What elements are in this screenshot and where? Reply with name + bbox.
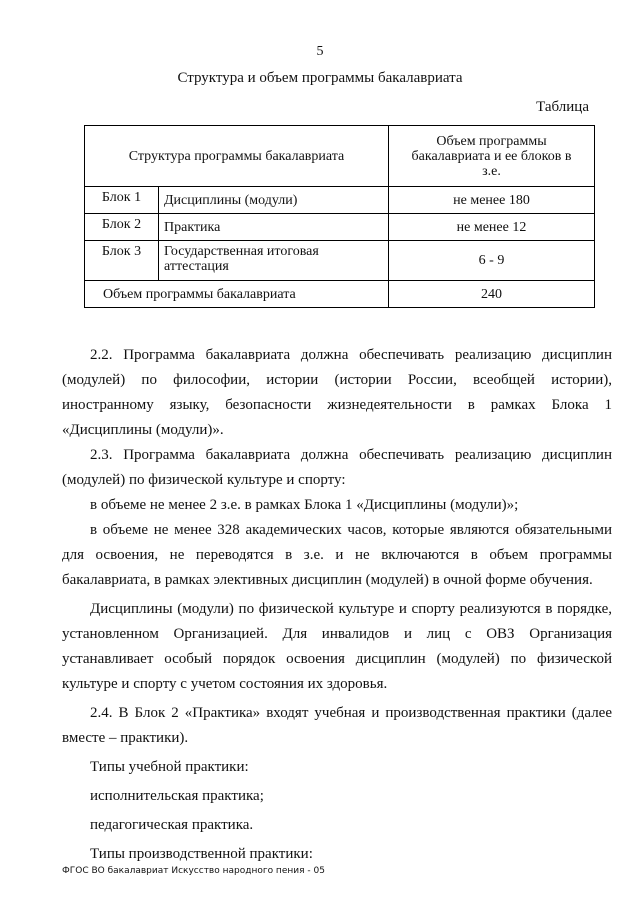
table-caption: Таблица <box>536 99 589 115</box>
header-structure: Структура программы бакалавриата <box>85 126 389 187</box>
block-code: Блок 1 <box>85 187 159 214</box>
page-number: 5 <box>316 44 324 59</box>
table-header-row <box>85 126 595 187</box>
paragraph-2-3-note: Дисциплины (модули) по физической культуре и спорту реализуются в порядке, установленном Организацией. Для инвалидов и лиц с ОВЗ Организация устанавливает особый порядок освоения дисциплин (модулей) по физической культуре и спорту с учетом состояния их здоровья. <box>62 601 612 692</box>
body-text <box>62 343 612 867</box>
block-code: Блок 3 <box>85 241 159 281</box>
block-name: Практика <box>159 214 389 241</box>
page-footer: ФГОС ВО бакалавриат Искусство народного пения - 05 <box>62 866 325 876</box>
header-volume-text: Объем программы бакалавриата и ее блоков в з.е. <box>411 133 572 179</box>
table-row <box>85 241 595 281</box>
total-value: 240 <box>389 281 595 308</box>
block-volume: 6 - 9 <box>389 241 595 281</box>
table-row <box>85 214 595 241</box>
structure-table <box>84 125 595 308</box>
header-volume <box>389 126 595 187</box>
page-title: Структура и объем программы бакалавриата <box>177 70 463 86</box>
paragraph-2-3-item-1: в объеме не менее 2 з.е. в рамках Блока 1 «Дисциплины (модули)»; <box>90 497 519 513</box>
paragraph-2-3: 2.3. Программа бакалавриата должна обеспечивать реализацию дисциплин (модулей) по физической культуре и спорту: <box>62 447 612 488</box>
block-volume: не менее 12 <box>389 214 595 241</box>
paragraph-2-4: 2.4. В Блок 2 «Практика» входят учебная и производственная практики (далее вместе – практики). <box>62 705 612 746</box>
paragraph-2-4-type-2: педагогическая практика. <box>90 817 254 833</box>
paragraph-2-4-types-title: Типы учебной практики: <box>90 759 249 775</box>
total-label: Объем программы бакалавриата <box>85 281 389 308</box>
table-row <box>85 187 595 214</box>
block-name: Государственная итоговая аттестация <box>159 241 389 281</box>
paragraph-2-4-type-1: исполнительская практика; <box>90 788 264 804</box>
paragraph-2-4-prod-title: Типы производственной практики: <box>90 846 313 862</box>
paragraph-2-2: 2.2. Программа бакалавриата должна обеспечивать реализацию дисциплин (модулей) по философии, истории (истории России, всеобщей истории), иностранному языку, безопасности жизнедеятельности в рамках Блока 1 «Дисциплины (модули)». <box>62 347 612 438</box>
block-name: Дисциплины (модули) <box>159 187 389 214</box>
block-code: Блок 2 <box>85 214 159 241</box>
paragraph-2-3-item-2: в объеме не менее 328 академических часов, которые являются обязательными для освоения, не переводятся в з.е. и не включаются в объем программы бакалавриата, в рамках элективных дисциплин (модулей) в очной форме обучения. <box>62 522 612 588</box>
block-volume: не менее 180 <box>389 187 595 214</box>
table-total-row <box>85 281 595 308</box>
